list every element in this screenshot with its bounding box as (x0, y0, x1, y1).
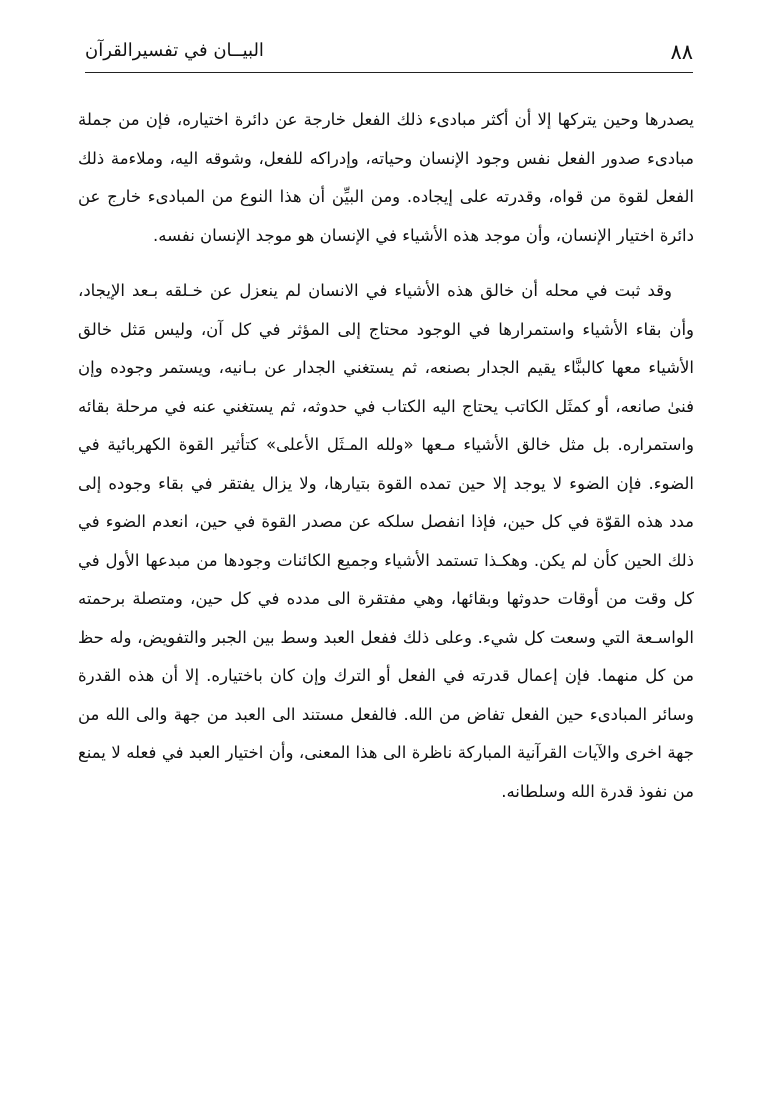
page-header (85, 30, 693, 72)
page-number: ٨٨ (670, 40, 693, 64)
running-title: البيــان في تفسيرالقرآن (85, 40, 264, 61)
body-text (78, 101, 694, 811)
header-divider (85, 72, 693, 73)
paragraph-2: وقد ثبت في محله أن خالق هذه الأشياء في الانسان لم ينعزل عن خـلقه بـعد الإيجاد، وأن بقاء الأشياء واستمرارها في الوجود محتاج إلى المؤثر في كل آن، وليس مَثل خالق الأشياء معها كالبنَّاء يقيم الجدار بصنعه، ثم يستغني الجدار عن بـانيه، ويستمر وجوده وإن فنىٰ صانعه، أو كمثَل الكاتب يحتاج اليه الكتاب في حدوثه، ثم يستغني عنه في مرحلة بقائه واستمراره. بل مثل خالق الأشياء مـعها «ولله المـثَل الأعلى» كتأثير القوة الكهربائية في الضوء. فإن الضوء لا يوجد إلا حين تمده القوة بتيارها، ولا يزال يفتقر في بقاء وجوده إلى مدد هذه القوّة في كل حين، فإذا انفصل سلكه عن مصدر القوة في حين، انعدم الضوء في ذلك الحين كأن لم يكن. وهكـذا تستمد الأشياء وجميع الكائنات وجودها من مبدعها الأول في كل وقت من أوقات حدوثها وبقائها، وهي مفتقرة الى مدده في كل حين، ومتصلة برحمته الواسـعة التي وسعت كل شيء. وعلى ذلك ففعل العبد وسط بين الجبر والتفويض، وله حظ من كل منهما. فإن إعمال قدرته في الفعل أو الترك وإن كان باختياره. إلا أن هذه القدرة وسائر المبادىء حين الفعل تفاض من الله. فالفعل مستند الى العبد من جهة والى الله من جهة اخرى والآيات القرآنية المباركة ناظرة الى هذا المعنى، وأن اختيار العبد في فعله لا يمنع من نفوذ قدرة الله وسلطانه. (78, 281, 694, 801)
paragraph-1: يصدرها وحين يتركها إلا أن أكثر مبادىء ذلك الفعل خارجة عن دائرة اختياره، فإن من جملة مبادىء صدور الفعل نفس وجود الإنسان وحياته، وإدراكه للفعل، وشوقه اليه، وملاءمة ذلك الفعل لقوة من قواه، وقدرته على إيجاده. ومن البيِّن أن هذا النوع من المبادىء خارج عن دائرة اختيار الإنسان، وأن موجد هذه الأشياء في الإنسان هو موجد الإنسان نفسه. (78, 110, 694, 245)
